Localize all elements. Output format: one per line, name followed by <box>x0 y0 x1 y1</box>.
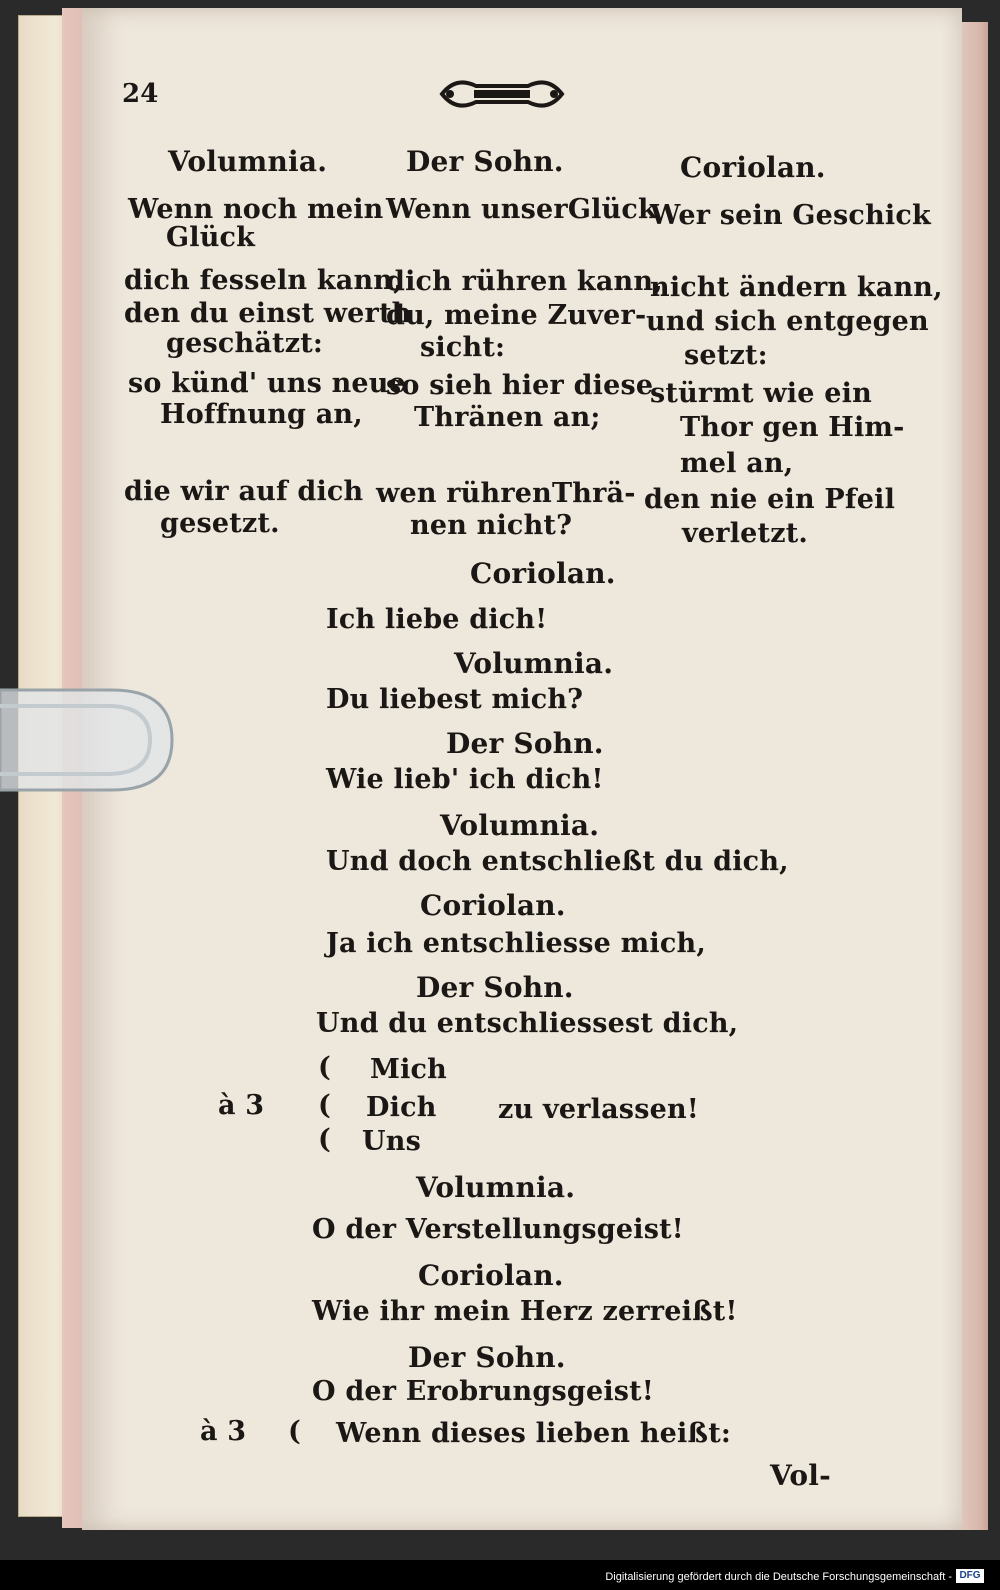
catchword: Vol- <box>770 1459 831 1492</box>
bracket: ( <box>318 1090 331 1121</box>
dialogue-line: Und du entschliessest dich, <box>316 1008 739 1039</box>
column-header-sohn: Der Sohn. <box>406 145 564 178</box>
sohn-line: sicht: <box>420 332 506 363</box>
dialogue-line: Ich liebe dich! <box>326 604 548 635</box>
ornament-icon <box>436 72 568 116</box>
column-header-volumnia: Volumnia. <box>168 145 328 178</box>
volumnia-line: Hoffnung an, <box>160 399 363 430</box>
volumnia-line: so künd' uns neue <box>128 368 407 399</box>
dialogue-line: Und doch entschließt du dich, <box>326 846 789 877</box>
coriolan-line: stürmt wie ein <box>650 378 872 409</box>
speaker-label: Volumnia. <box>440 809 600 842</box>
dialogue-line: Du liebest mich? <box>326 684 584 715</box>
speaker-label: Der Sohn. <box>446 727 604 760</box>
bracket: ( <box>288 1416 301 1447</box>
dialogue-line: Wie lieb' ich dich! <box>326 764 604 795</box>
coriolan-line: Wer sein Geschick <box>650 200 931 231</box>
sohn-line: Wenn unserGlück <box>386 194 657 225</box>
sohn-line: wen rührenThrä- <box>376 478 636 509</box>
dialogue-line: Ja ich entschliesse mich, <box>326 928 706 959</box>
trio-option: Dich <box>366 1092 437 1123</box>
coriolan-line: nicht ändern kann, <box>650 272 943 303</box>
sohn-line: du, meine Zuver- <box>386 300 647 331</box>
volumnia-line: geschätzt: <box>166 328 324 359</box>
footer-credit: Digitalisierung gefördert durch die Deutsche Forschungsgemeinschaft - <box>605 1571 952 1583</box>
trio-marker: à 3 <box>218 1090 265 1121</box>
column-header-coriolan: Coriolan. <box>680 151 826 184</box>
coriolan-line: mel an, <box>680 448 794 479</box>
speaker-label: Der Sohn. <box>408 1341 566 1374</box>
volumnia-line: den du einst werth <box>124 298 412 329</box>
volumnia-line: gesetzt. <box>160 508 280 539</box>
trio-tail: zu verlassen! <box>498 1094 699 1125</box>
speaker-label: Volumnia. <box>416 1171 576 1204</box>
sohn-line: so sieh hier diese <box>386 370 654 401</box>
coriolan-line: verletzt. <box>682 518 809 549</box>
speaker-label: Coriolan. <box>418 1259 564 1292</box>
trio-marker: à 3 <box>200 1416 247 1447</box>
volumnia-line: Glück <box>166 222 256 253</box>
dialogue-line: O der Verstellungsgeist! <box>312 1214 684 1245</box>
dialogue-line: O der Erobrungsgeist! <box>312 1376 654 1407</box>
speaker-label: Der Sohn. <box>416 971 574 1004</box>
speaker-label: Coriolan. <box>420 889 566 922</box>
trio-line: Wenn dieses lieben heißt: <box>336 1418 732 1449</box>
bracket: ( <box>318 1124 331 1155</box>
sohn-line: nen nicht? <box>410 510 573 541</box>
coriolan-line: Thor gen Him- <box>680 412 905 443</box>
speaker-label: Volumnia. <box>454 647 614 680</box>
volumnia-line: die wir auf dich <box>124 476 364 507</box>
speaker-label: Coriolan. <box>470 557 616 590</box>
sohn-line: dich rühren kann, <box>386 266 663 297</box>
right-page-edge <box>962 22 988 1530</box>
trio-option: Mich <box>370 1054 448 1085</box>
volumnia-line: Wenn noch mein <box>128 194 384 225</box>
footer-bar <box>0 1560 1000 1590</box>
page-number: 24 <box>122 79 159 109</box>
trio-option: Uns <box>362 1126 421 1157</box>
sohn-line: Thränen an; <box>414 402 601 433</box>
dfg-logo: DFG <box>956 1569 984 1583</box>
dialogue-line: Wie ihr mein Herz zerreißt! <box>312 1296 738 1327</box>
page-clip <box>0 676 180 804</box>
volumnia-line: dich fesseln kann, <box>124 265 403 296</box>
coriolan-line: setzt: <box>684 340 768 371</box>
bracket: ( <box>318 1052 331 1083</box>
coriolan-line: den nie ein Pfeil <box>644 484 896 515</box>
coriolan-line: und sich entgegen <box>646 306 929 337</box>
